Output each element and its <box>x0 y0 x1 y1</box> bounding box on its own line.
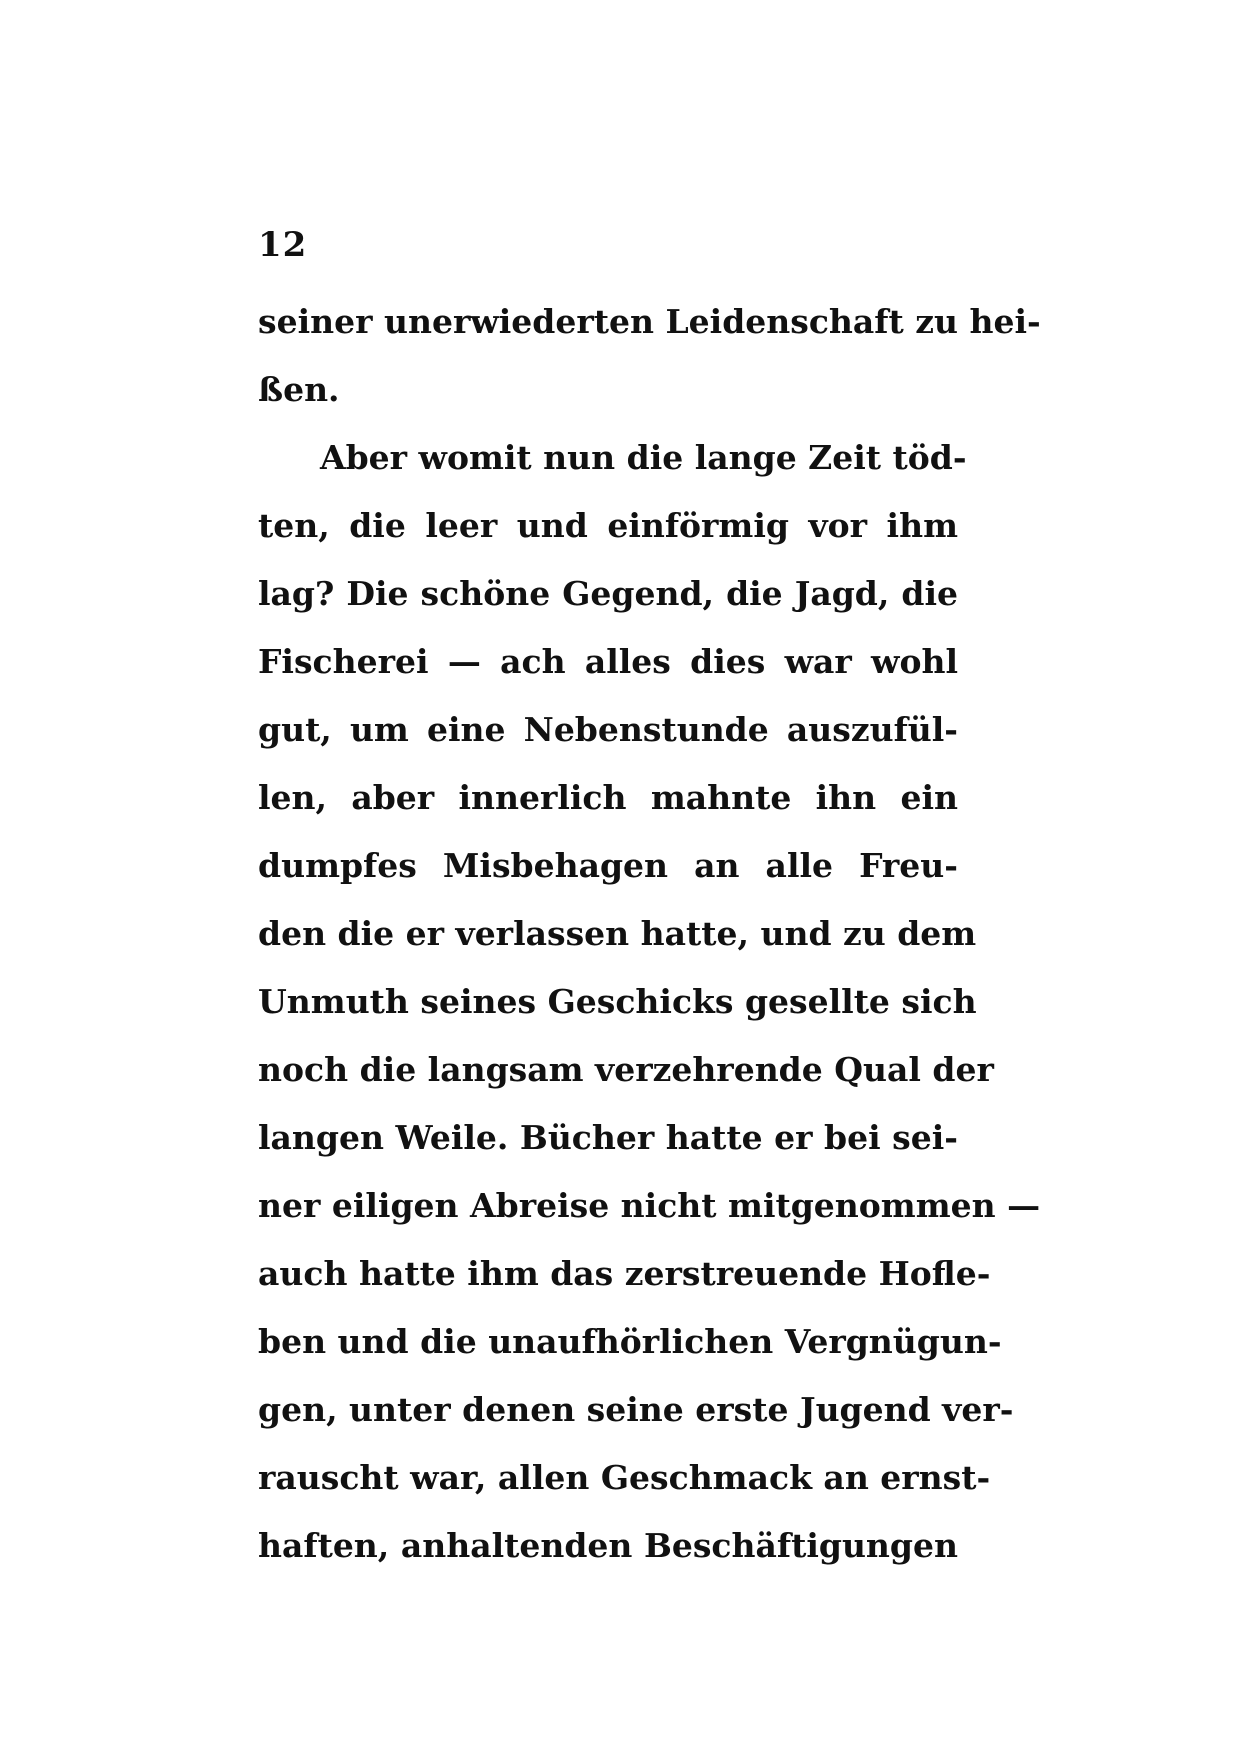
text-line: langen Weile. Bücher hatte er bei sei- <box>258 1118 958 1157</box>
text-line: ten, die leer und einförmig vor ihm <box>258 506 958 545</box>
text-line: len, aber innerlich mahnte ihn ein <box>258 778 958 817</box>
text-line: auch hatte ihm das zerstreuende Hofle- <box>258 1254 991 1293</box>
text-line: haften, anhaltenden Beschäftigungen <box>258 1526 958 1565</box>
text-line: lag? Die schöne Gegend, die Jagd, die <box>258 574 958 613</box>
page-number: 12 <box>258 225 308 265</box>
text-line: rauscht war, allen Geschmack an ernst- <box>258 1458 991 1497</box>
text-line: den die er verlassen hatte, und zu dem <box>258 914 977 953</box>
text-line: gen, unter denen seine erste Jugend ver- <box>258 1390 1014 1429</box>
text-line: gut, um eine Nebenstunde auszufül- <box>258 710 958 749</box>
text-line: seiner unerwiederten Leidenschaft zu hei- <box>258 302 1041 341</box>
text-line: Aber womit nun die lange Zeit töd- <box>320 438 967 477</box>
text-line: ben und die unaufhörlichen Vergnügun- <box>258 1322 1002 1361</box>
text-line: dumpfes Misbehagen an alle Freu- <box>258 846 958 885</box>
text-line: Unmuth seines Geschicks gesellte sich <box>258 982 977 1021</box>
text-line: ßen. <box>258 370 340 409</box>
body-text <box>258 288 1041 1580</box>
text-line: Fischerei — ach alles dies war wohl <box>258 642 958 681</box>
text-line: ner eiligen Abreise nicht mitgenommen — <box>258 1186 1041 1225</box>
text-line: noch die langsam verzehrende Qual der <box>258 1050 994 1089</box>
